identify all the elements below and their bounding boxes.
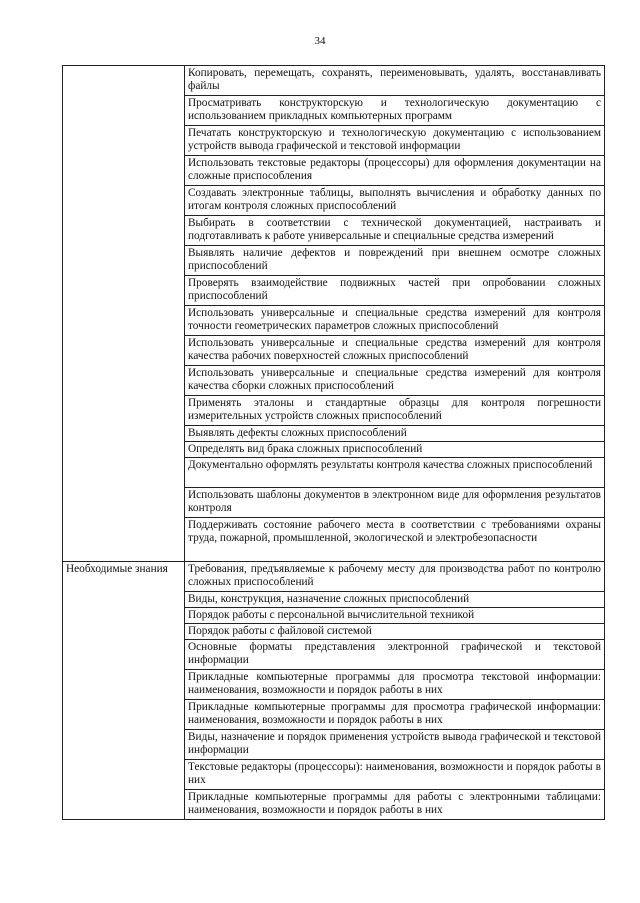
list-item: Выявлять дефекты сложных приспособлений — [185, 426, 605, 442]
list-item: Основные форматы представления электронной графической и текстовой информации — [185, 640, 605, 670]
section-label: Необходимые знания — [63, 562, 185, 820]
list-item: Прикладные компьютерные программы для просмотра текстовой информации: наименования, возможности и порядок работы в них — [185, 670, 605, 700]
list-item: Поддерживать состояние рабочего места в соответствии с требованиями охраны труда, пожарной, промышленной, экологической и электробезопасности — [185, 518, 605, 562]
list-item: Виды, конструкция, назначение сложных приспособлений — [185, 592, 605, 608]
list-item: Использовать текстовые редакторы (процессоры) для оформления документации на сложные приспособления — [185, 156, 605, 186]
list-item: Прикладные компьютерные программы для работы с электронными таблицами: наименования, возможности и порядок работы в них — [185, 790, 605, 820]
section-label — [63, 66, 185, 562]
list-item: Порядок работы с файловой системой — [185, 624, 605, 640]
page-number: 34 — [314, 35, 326, 47]
list-item: Прикладные компьютерные программы для просмотра графической информации: наименования, возможности и порядок работы в них — [185, 700, 605, 730]
list-item: Применять эталоны и стандартные образцы для контроля погрешности измерительных устройств сложных приспособлений — [185, 396, 605, 426]
list-item: Порядок работы с персональной вычислительной техникой — [185, 608, 605, 624]
list-item: Выбирать в соответствии с технической документацией, настраивать и подготавливать к работе универсальные и специальные средства измерений — [185, 216, 605, 246]
list-item: Использовать шаблоны документов в электронном виде для оформления результатов контроля — [185, 488, 605, 518]
list-item: Определять вид брака сложных приспособлений — [185, 442, 605, 458]
list-item: Копировать, перемещать, сохранять, переименовывать, удалять, восстанавливать файлы — [185, 66, 605, 96]
list-item: Использовать универсальные и специальные средства измерений для контроля качества сборки сложных приспособлений — [185, 366, 605, 396]
list-item: Использовать универсальные и специальные средства измерений для контроля качества рабочих поверхностей сложных приспособлений — [185, 336, 605, 366]
list-item: Просматривать конструкторскую и технологическую документацию с использованием прикладных компьютерных программ — [185, 96, 605, 126]
list-item: Использовать универсальные и специальные средства измерений для контроля точности геометрических параметров сложных приспособлений — [185, 306, 605, 336]
list-item: Документально оформлять результаты контроля качества сложных приспособлений — [185, 458, 605, 488]
list-item: Создавать электронные таблицы, выполнять вычисления и обработку данных по итогам контроля сложных приспособлений — [185, 186, 605, 216]
requirements-table — [62, 65, 605, 820]
list-item: Выявлять наличие дефектов и повреждений при внешнем осмотре сложных приспособлений — [185, 246, 605, 276]
list-item: Печатать конструкторскую и технологическую документацию с использованием устройств вывода графической и текстовой информации — [185, 126, 605, 156]
table-row — [63, 66, 605, 96]
list-item: Требования, предъявляемые к рабочему месту для производства работ по контролю сложных приспособлений — [185, 562, 605, 592]
list-item: Текстовые редакторы (процессоры): наименования, возможности и порядок работы в них — [185, 760, 605, 790]
list-item: Виды, назначение и порядок применения устройств вывода графической и текстовой информации — [185, 730, 605, 760]
table-row — [63, 562, 605, 592]
list-item: Проверять взаимодействие подвижных частей при опробовании сложных приспособлений — [185, 276, 605, 306]
